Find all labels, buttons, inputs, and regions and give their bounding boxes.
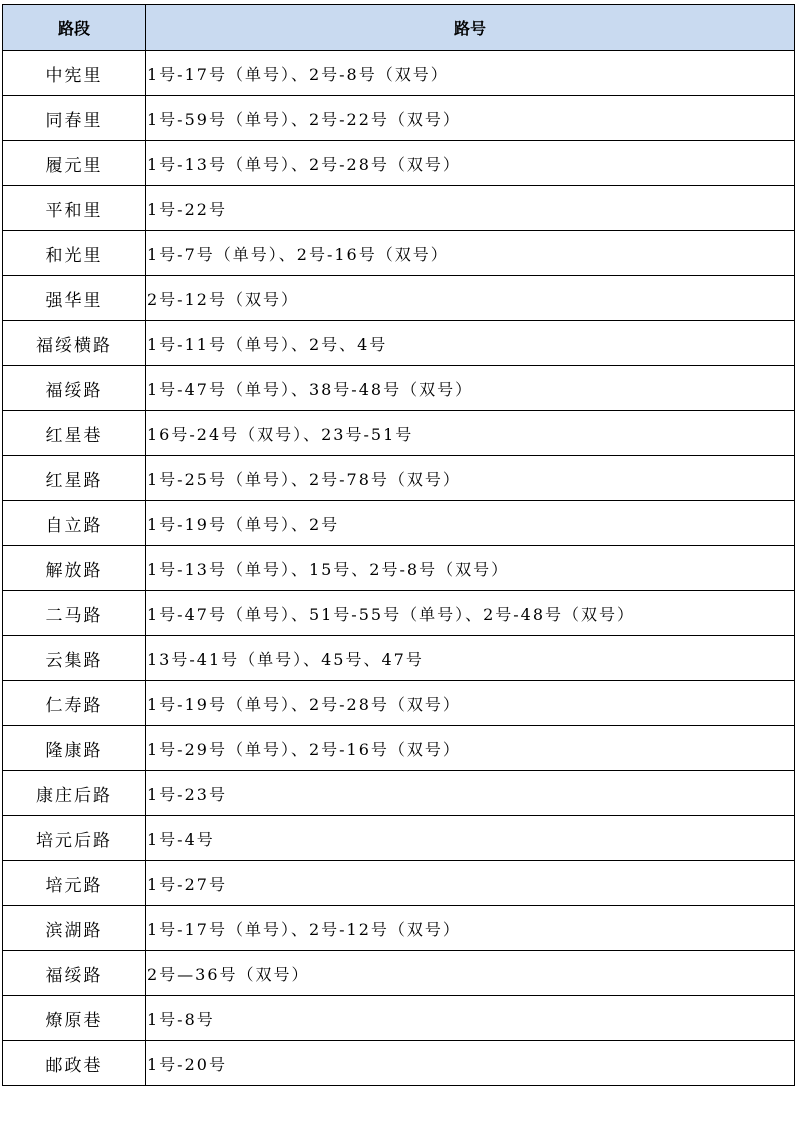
table-row <box>3 51 795 96</box>
table-row <box>3 276 795 321</box>
road-segment-cell: 培元后路 <box>3 816 146 861</box>
road-numbers-cell: 1号-23号 <box>146 771 795 816</box>
road-segment-cell: 解放路 <box>3 546 146 591</box>
road-segment-cell: 燎原巷 <box>3 996 146 1041</box>
header-numbers: 路号 <box>146 5 795 51</box>
road-numbers-cell: 16号-24号（双号）、23号-51号 <box>146 411 795 456</box>
road-numbers-cell: 1号-59号（单号）、2号-22号（双号） <box>146 96 795 141</box>
road-numbers-cell: 1号-8号 <box>146 996 795 1041</box>
road-numbers-cell: 2号—36号（双号） <box>146 951 795 996</box>
table-row <box>3 951 795 996</box>
road-segment-cell: 滨湖路 <box>3 906 146 951</box>
road-numbers-cell: 1号-7号（单号）、2号-16号（双号） <box>146 231 795 276</box>
road-numbers-cell: 1号-13号（单号）、2号-28号（双号） <box>146 141 795 186</box>
road-segment-cell: 红星路 <box>3 456 146 501</box>
road-segment-cell: 红星巷 <box>3 411 146 456</box>
table-row <box>3 681 795 726</box>
road-numbers-cell: 1号-19号（单号）、2号 <box>146 501 795 546</box>
table-row <box>3 456 795 501</box>
table-row <box>3 861 795 906</box>
table-row <box>3 636 795 681</box>
road-segment-cell: 云集路 <box>3 636 146 681</box>
road-numbers-cell: 1号-17号（单号）、2号-12号（双号） <box>146 906 795 951</box>
table-row <box>3 906 795 951</box>
table-row <box>3 1041 795 1086</box>
table-row <box>3 996 795 1041</box>
road-segment-cell: 二马路 <box>3 591 146 636</box>
road-segment-cell: 中宪里 <box>3 51 146 96</box>
table-row <box>3 546 795 591</box>
road-numbers-cell: 1号-13号（单号）、15号、2号-8号（双号） <box>146 546 795 591</box>
table-row <box>3 366 795 411</box>
road-segment-cell: 康庄后路 <box>3 771 146 816</box>
road-segment-cell: 福绥路 <box>3 951 146 996</box>
road-segment-cell: 培元路 <box>3 861 146 906</box>
table-row <box>3 186 795 231</box>
road-segment-cell: 同春里 <box>3 96 146 141</box>
table-row <box>3 141 795 186</box>
road-numbers-cell: 1号-19号（单号）、2号-28号（双号） <box>146 681 795 726</box>
road-numbers-cell: 1号-4号 <box>146 816 795 861</box>
road-segment-cell: 福绥路 <box>3 366 146 411</box>
road-numbers-cell: 1号-47号（单号）、51号-55号（单号）、2号-48号（双号） <box>146 591 795 636</box>
road-segment-cell: 仁寿路 <box>3 681 146 726</box>
table-row <box>3 501 795 546</box>
table-row <box>3 321 795 366</box>
road-numbers-cell: 1号-27号 <box>146 861 795 906</box>
header-row <box>3 5 795 51</box>
road-numbers-cell: 13号-41号（单号）、45号、47号 <box>146 636 795 681</box>
road-numbers-cell: 1号-20号 <box>146 1041 795 1086</box>
table-row <box>3 411 795 456</box>
table-row <box>3 96 795 141</box>
road-segment-cell: 隆康路 <box>3 726 146 771</box>
road-segment-cell: 强华里 <box>3 276 146 321</box>
table-row <box>3 816 795 861</box>
road-numbers-cell: 1号-47号（单号）、38号-48号（双号） <box>146 366 795 411</box>
road-segment-cell: 自立路 <box>3 501 146 546</box>
road-segment-cell: 平和里 <box>3 186 146 231</box>
road-number-table <box>2 4 795 1086</box>
road-segment-cell: 履元里 <box>3 141 146 186</box>
table-row <box>3 726 795 771</box>
road-numbers-cell: 1号-22号 <box>146 186 795 231</box>
road-numbers-cell: 1号-11号（单号）、2号、4号 <box>146 321 795 366</box>
road-segment-cell: 和光里 <box>3 231 146 276</box>
road-segment-cell: 福绥横路 <box>3 321 146 366</box>
table-body <box>3 51 795 1086</box>
road-numbers-cell: 1号-25号（单号）、2号-78号（双号） <box>146 456 795 501</box>
road-numbers-cell: 2号-12号（双号） <box>146 276 795 321</box>
road-numbers-cell: 1号-17号（单号）、2号-8号（双号） <box>146 51 795 96</box>
table-row <box>3 591 795 636</box>
table-row <box>3 771 795 816</box>
table-row <box>3 231 795 276</box>
road-numbers-cell: 1号-29号（单号）、2号-16号（双号） <box>146 726 795 771</box>
header-segment: 路段 <box>3 5 146 51</box>
road-segment-cell: 邮政巷 <box>3 1041 146 1086</box>
